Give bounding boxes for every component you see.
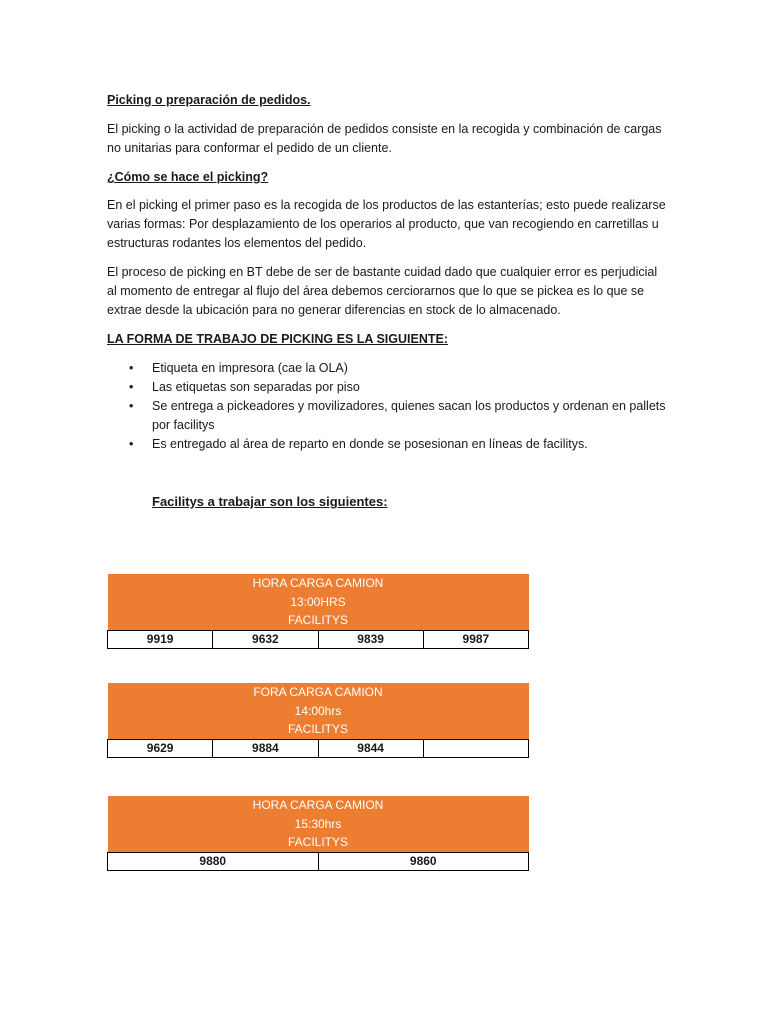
table-header-title: FORA CARGA CAMION: [108, 683, 529, 702]
facility-cell: 9987: [423, 630, 528, 648]
list-item: [107, 378, 667, 397]
table-header-time: 15:30hrs: [108, 815, 529, 834]
bullet-icon: •: [129, 380, 134, 394]
list-item-text: Se entrega a pickeadores y movilizadores, quienes sacan los productos y ordenan en pallets por facilitys: [152, 399, 666, 432]
facilities-table-1400: [107, 683, 529, 758]
paragraph-picking-steps: En el picking el primer paso es la recogida de los productos de las estanterías; esto puede realizarse varias formas: Por desplazamiento de los operarios al producto, que van recogiendo en carretillas u estructuras rodantes los elementos del pedido.: [107, 198, 666, 250]
facility-cell: 9844: [318, 739, 423, 757]
facility-cell: [423, 739, 528, 757]
bullet-icon: •: [129, 361, 134, 375]
table-header-time: 14:00hrs: [108, 702, 529, 721]
facility-cell: 9880: [108, 852, 319, 870]
list-item-text: Es entregado al área de reparto en donde se posesionan en líneas de facilitys.: [152, 437, 588, 451]
bullet-icon: •: [129, 399, 134, 413]
heading-forma-de-trabajo: LA FORMA DE TRABAJO DE PICKING ES LA SIGUIENTE:: [107, 332, 448, 346]
list-item: [107, 435, 667, 454]
heading-picking: Picking o preparación de pedidos.: [107, 93, 311, 107]
table-header-label: FACILITYS: [108, 720, 529, 739]
list-item-text: Etiqueta en impresora (cae la OLA): [152, 361, 348, 375]
list-item: [107, 397, 667, 435]
table-header-title: HORA CARGA CAMION: [108, 796, 529, 815]
heading-como-se-hace: ¿Cómo se hace el picking?: [107, 170, 269, 184]
paragraph-picking-definition: El picking o la actividad de preparación de pedidos consiste en la recogida y combinación de cargas no unitarias para conformar el pedido de un cliente.: [107, 122, 662, 155]
facility-cell: 9884: [213, 739, 318, 757]
facility-cell: 9919: [108, 630, 213, 648]
table-header-title: HORA CARGA CAMION: [108, 574, 529, 593]
facilities-title: Facilitys a trabajar son los siguientes:: [152, 494, 388, 509]
facility-cell: 9629: [108, 739, 213, 757]
list-item-text: Las etiquetas son separadas por piso: [152, 380, 360, 394]
list-item: [107, 359, 667, 378]
table-header-label: FACILITYS: [108, 611, 529, 630]
facilities-table-1300: [107, 574, 529, 649]
work-steps-list: [107, 359, 667, 454]
table-header-time: 13:00HRS: [108, 593, 529, 612]
facility-cell: 9839: [318, 630, 423, 648]
table-header-label: FACILITYS: [108, 833, 529, 852]
paragraph-picking-bt: El proceso de picking en BT debe de ser de bastante cuidad dado que cualquier error es perjudicial al momento de entregar al flujo del área debemos cerciorarnos que lo que se pickea es lo que se extrae desde la ubicación para no generar diferencias en stock de lo almacenado.: [107, 265, 658, 317]
bullet-icon: •: [129, 437, 134, 451]
facility-cell: 9860: [318, 852, 529, 870]
facilities-table-1530: [107, 796, 529, 871]
facility-cell: 9632: [213, 630, 318, 648]
